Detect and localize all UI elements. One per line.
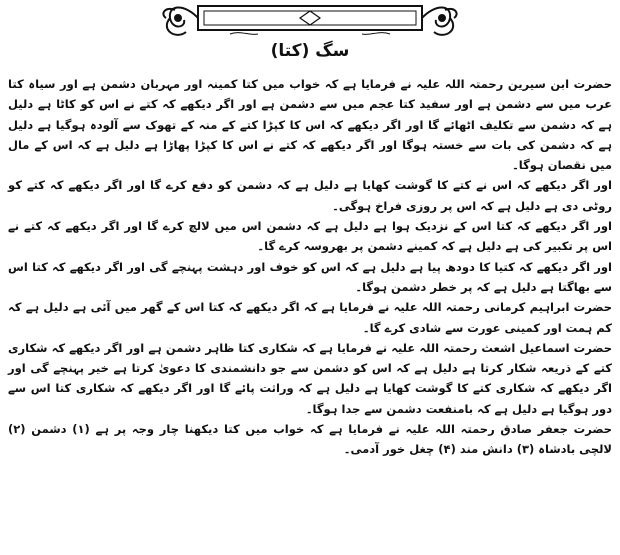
paragraph-7: حضرت جعفر صادق رحمتہ اللہ علیہ نے فرمایا ہے کہ خواب میں کتا دیکھنا چار وجہ پر ہے (۱) دشمن (۲) لالچی بادشاہ (۳) دانش مند (۴) چغل خور آدمی۔ (8, 422, 612, 457)
left-flourish-icon (163, 8, 198, 35)
title-header (0, 0, 620, 70)
paragraph-5: حضرت ابراہیم کرمانی رحمتہ اللہ علیہ نے فرمایا ہے کہ اگر دیکھے کہ کتا اس کے گھر میں آئی ہے دلیل ہے کہ کم ہمت اور کمینی عورت سے شادی کرے گا۔ (8, 300, 612, 335)
paragraph-4: اور اگر دیکھے کہ کتیا کا دودھ پیا ہے دلیل ہے کہ اس کو خوف اور دہشت پہنچے گی اور اگر دیکھے کہ کتا اس سے بھاگتا ہے دلیل ہے کہ پر خطر دشمن ہوگا۔ (8, 259, 612, 294)
page-title: سگ (کتا) (270, 41, 350, 61)
article-body (8, 74, 612, 460)
paragraph-1: حضرت ابن سیرین رحمتہ اللہ علیہ نے فرمایا ہے کہ خواب میں کتا کمینہ اور مہربان دشمن ہے اور سیاہ کتا عرب میں سے دشمن ہے اور سفید کتا عجم میں سے دشمن ہے اور اگر دیکھے کہ کتے نے اس کو کاٹا ہے دلیل ہے کہ دشمن سے تکلیف اٹھائے گا اور اگر دیکھے کہ اس کا کپڑا کتے کے منہ کے تھوک سے آلودہ ہوگیا ہے دلیل ہے کہ دشمن کی بات سے خستہ ہوگا اور اگر دیکھے کہ کتے نے اس کا کپڑا پھاڑا ہے دلیل ہے کہ اس کے مال میں نقصان ہوگا۔ (8, 77, 612, 173)
paragraph-2: اور اگر دیکھے کہ اس نے کتے کا گوشت کھایا ہے دلیل ہے کہ دشمن کو دفع کرے گا اور اگر دیکھے کہ کتے کو روٹی دی ہے دلیل ہے کہ اس پر روزی فراخ ہوگی۔ (8, 178, 612, 213)
paragraph-3: اور اگر دیکھے کہ کتا اس کے نزدیک ہوا ہے دلیل ہے کہ دشمن اس میں لالچ کرے گا اور اگر دیکھے کہ کتے نے اس پر تکبیر کی ہے دلیل ہے کہ کمینے دشمن پر بھروسہ کرے گا۔ (8, 219, 612, 254)
right-flourish-icon (422, 8, 457, 35)
paragraph-6: حضرت اسماعیل اشعث رحمتہ اللہ علیہ نے فرمایا ہے کہ شکاری کتا ظاہر دشمن ہے اور اگر دیکھے کہ شکاری کتے کے ذریعہ شکار کرتا ہے دلیل ہے کہ اس کو دشمن سے جو دانشمندی کا دعویٰ کرتا ہے خیر پہنچے گی اور اگر دیکھے کہ شکاری کتے کا گوشت کھایا ہے دلیل ہے کہ وراثت پائے گا اور اگر دیکھے کہ شکاری کتا اس سے دور ہوگیا ہے دلیل ہے کہ بامنفعت دشمن سے جدا ہوگا۔ (8, 340, 612, 416)
